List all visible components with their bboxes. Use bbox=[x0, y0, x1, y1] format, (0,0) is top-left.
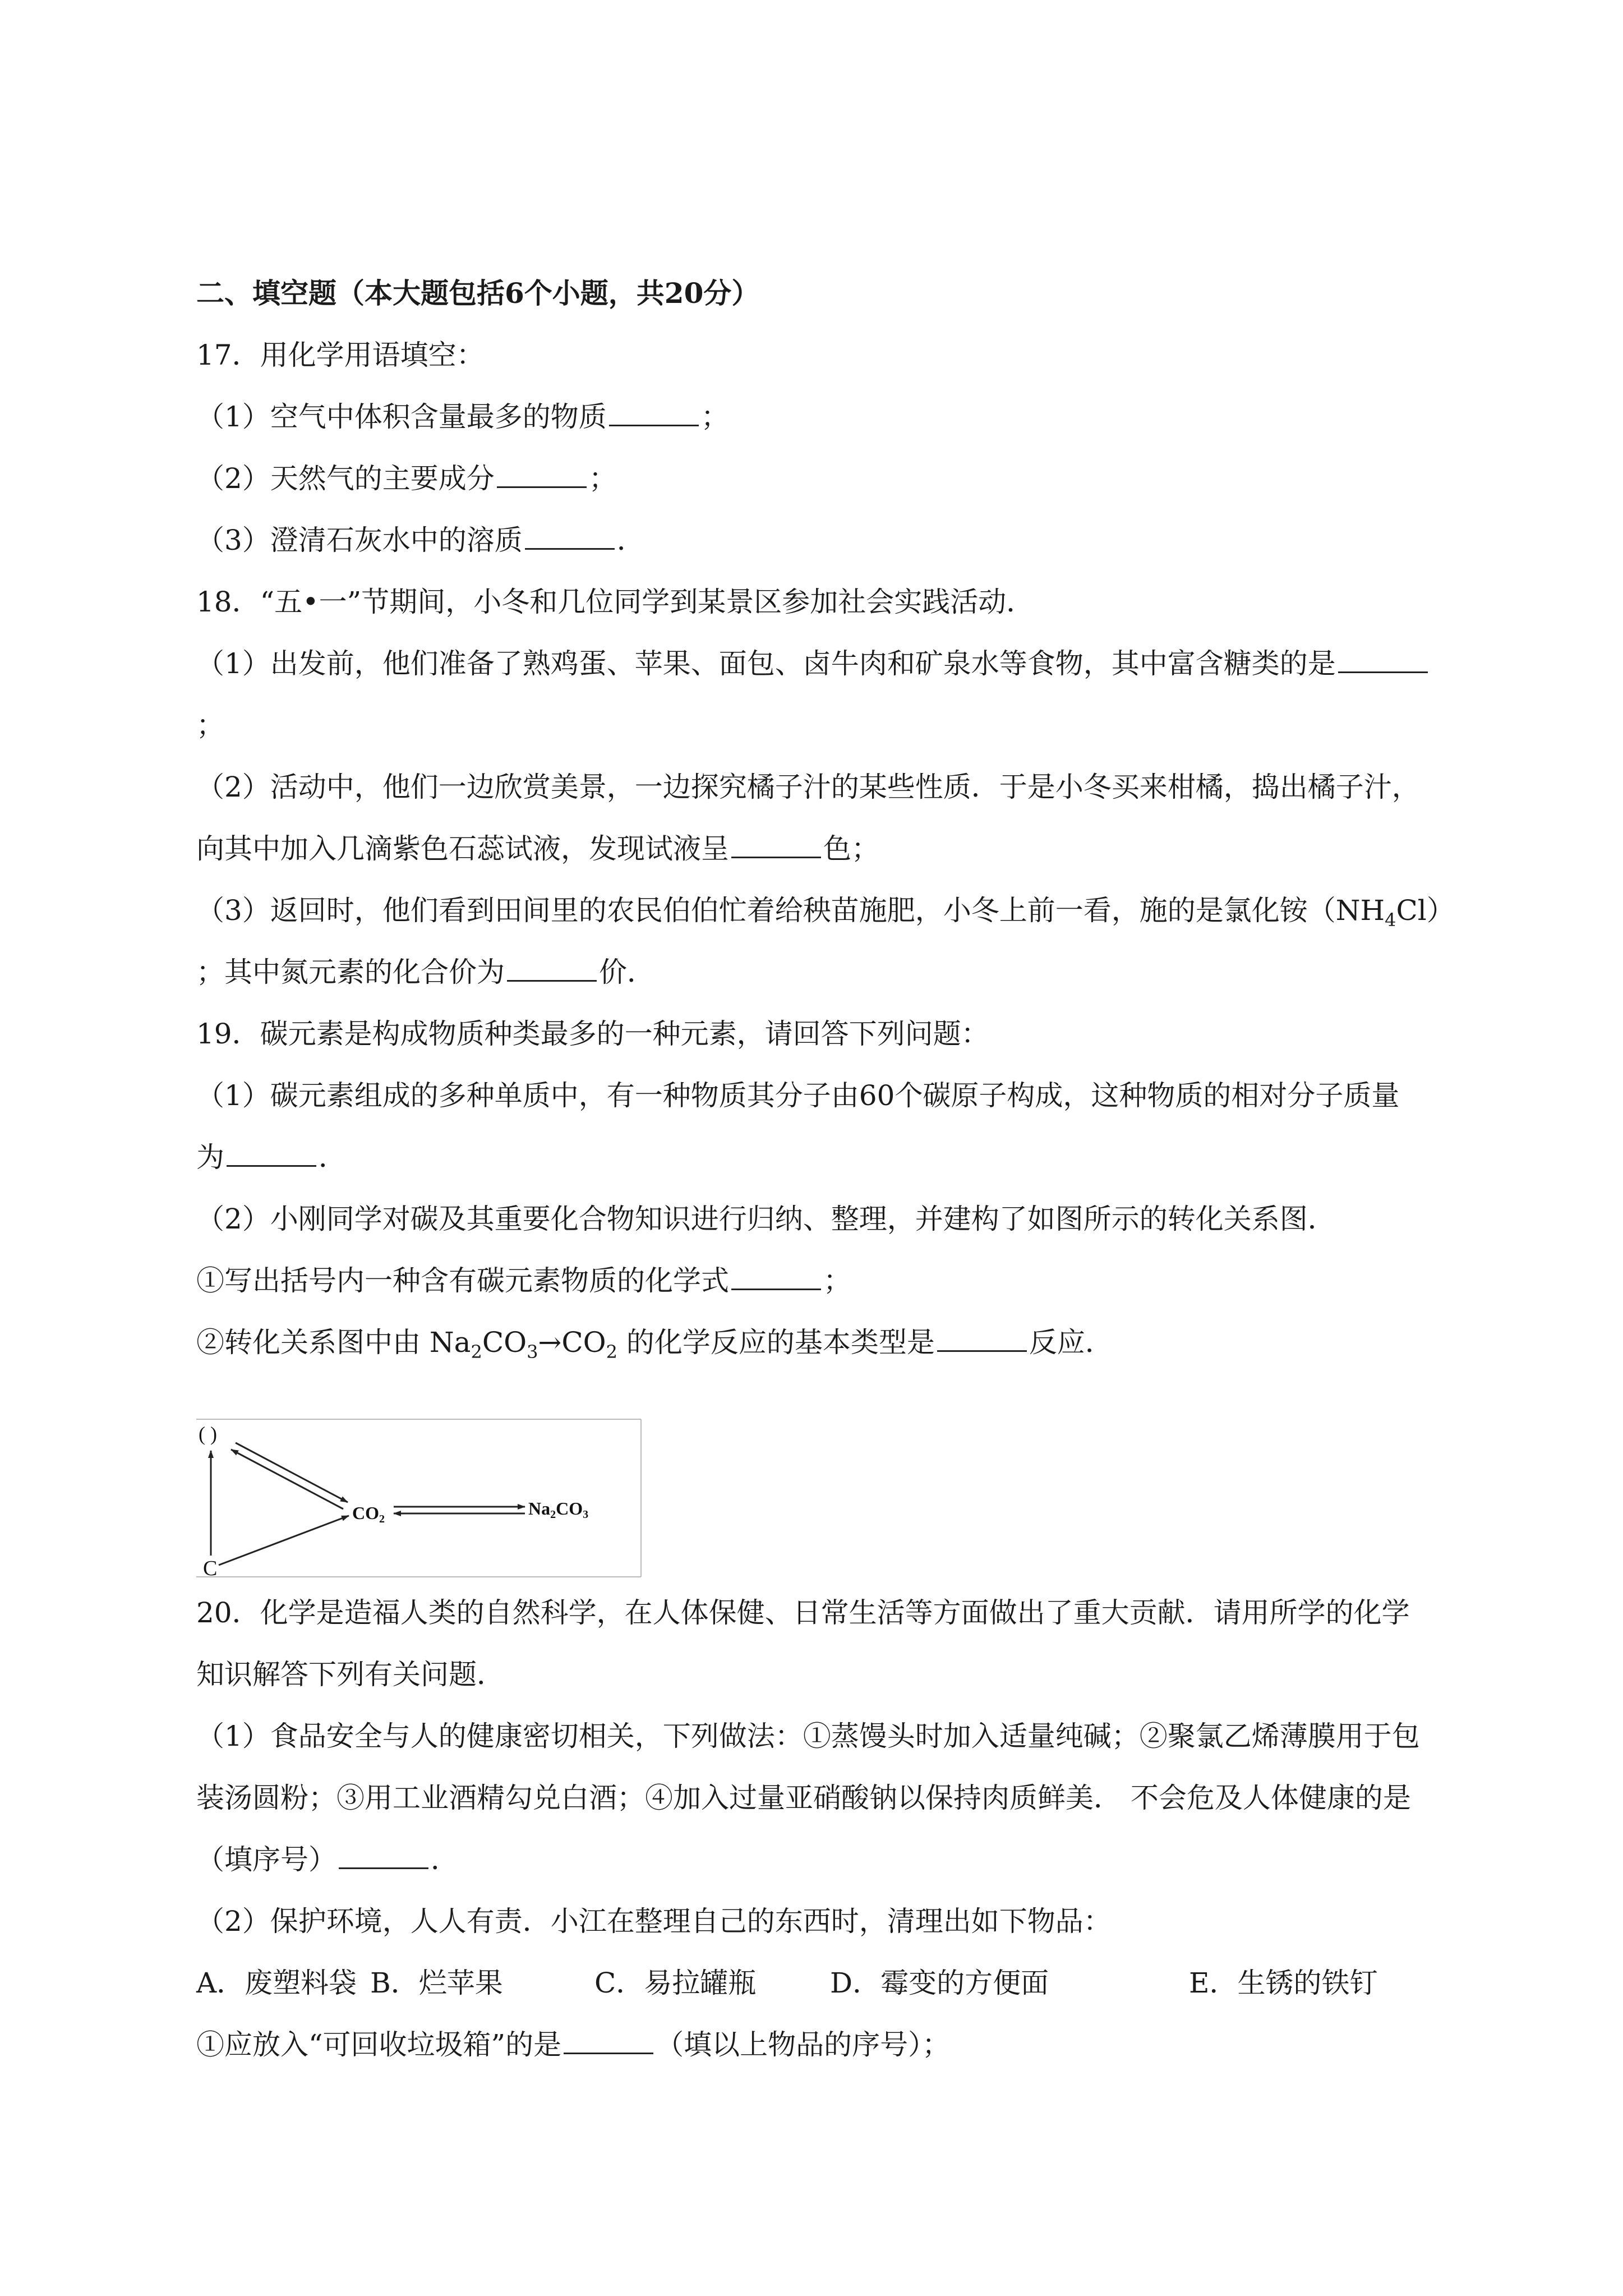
formula-part: CO bbox=[482, 1326, 527, 1359]
node-unknown: ( ) bbox=[199, 1423, 217, 1445]
q17-part1 bbox=[196, 397, 729, 436]
answer-blank[interactable] bbox=[609, 400, 699, 426]
q20-stem-line1: 20．化学是造福人类的自然科学，在人体保健、日常生活等方面做出了重大贡献．请用所学的化学 bbox=[196, 1596, 1410, 1629]
section-title: 二、填空题（本大题包括6个小题，共20分） bbox=[196, 277, 760, 310]
q19-part2-sub1-text: ①写出括号内一种含有碳元素物质的化学式 bbox=[196, 1264, 729, 1297]
q19-part2-sub1 bbox=[196, 1261, 851, 1300]
co2-formula: CO bbox=[352, 1503, 379, 1523]
q18-part3-text-end: Cl） bbox=[1396, 894, 1455, 927]
formula-part: ②转化关系图中由 Na bbox=[196, 1326, 471, 1359]
q20-part1-line3 bbox=[196, 1840, 459, 1879]
q19-part1b-text: 为 bbox=[196, 1141, 224, 1174]
answer-blank[interactable] bbox=[731, 832, 821, 858]
q18-part1-text: （1）出发前，他们准备了熟鸡蛋、苹果、面包、卤牛肉和矿泉水等食物，其中富含糖类的是 bbox=[196, 647, 1336, 680]
option-c: C．易拉罐瓶 bbox=[594, 1967, 757, 1999]
q20-part2-sub1-end: （填以上物品的序号）； bbox=[656, 2028, 951, 2061]
subscript: 2 bbox=[606, 1341, 617, 1363]
q20-part1-line2: 装汤圆粉；③用工业酒精勾兑白酒；④加入过量亚硝酸钠以保持肉质鲜美． 不会危及人体健康的是 bbox=[196, 1782, 1411, 1814]
q17-part2 bbox=[196, 459, 617, 498]
na2co3-na: Na bbox=[528, 1498, 551, 1519]
q18-part2-end: 色； bbox=[823, 832, 879, 865]
option-d: D．霉变的方便面 bbox=[830, 1967, 1049, 1999]
q19-part1-line2 bbox=[196, 1138, 347, 1177]
node-carbon: C bbox=[203, 1557, 218, 1578]
na2co3-sub2: 3 bbox=[583, 1508, 589, 1521]
q17-part2-end: ； bbox=[588, 462, 617, 495]
answer-blank[interactable] bbox=[564, 2028, 653, 2054]
q18-stem: 18．“五•一”节期间，小冬和几位同学到某景区参加社会实践活动． bbox=[196, 586, 1035, 618]
q18-part1-line2: ； bbox=[196, 709, 224, 742]
q19-part2-sub2-end: 反应． bbox=[1029, 1326, 1113, 1359]
q18-part3-line1 bbox=[196, 891, 1455, 940]
answer-blank[interactable] bbox=[507, 955, 597, 982]
co2-subscript: 2 bbox=[379, 1513, 385, 1525]
arrow-c-to-co2 bbox=[219, 1516, 349, 1565]
answer-blank[interactable] bbox=[937, 1326, 1027, 1352]
q20-options bbox=[196, 1963, 1378, 2003]
q18-part3b-text: ；其中氮元素的化合价为 bbox=[196, 956, 505, 988]
q20-part1-line1: （1）食品安全与人的健康密切相关，下列做法：①蒸馒头时加入适量纯碱；②聚氯乙烯薄膜用于包 bbox=[196, 1720, 1420, 1752]
q19-part1b-end: ． bbox=[319, 1141, 347, 1174]
na2co3-co: CO bbox=[556, 1498, 583, 1519]
node-na2co3 bbox=[528, 1498, 588, 1521]
answer-blank[interactable] bbox=[1338, 647, 1428, 673]
q17-part3-text: （3）澄清石灰水中的溶质 bbox=[196, 524, 523, 556]
q18-part2-text: 向其中加入几滴紫色石蕊试液，发现试液呈 bbox=[196, 832, 729, 865]
node-co2 bbox=[352, 1503, 385, 1525]
q17-part3-end: ． bbox=[616, 524, 645, 556]
conversion-diagram bbox=[196, 1418, 642, 1578]
option-a: A．废塑料袋 bbox=[196, 1967, 357, 1999]
q19-part2-sub2 bbox=[196, 1323, 1113, 1372]
answer-blank[interactable] bbox=[525, 523, 615, 550]
q17-part3 bbox=[196, 521, 645, 560]
q19-part2-sub1-end: ； bbox=[823, 1264, 851, 1297]
q17-part1-text: （1）空气中体积含量最多的物质 bbox=[196, 401, 607, 433]
q18-part3-line2 bbox=[196, 953, 655, 992]
subscript: 2 bbox=[471, 1341, 482, 1363]
q20-part2-sub1 bbox=[196, 2025, 950, 2064]
q19-part2: （2）小刚同学对碳及其重要化合物知识进行归纳、整理，并建构了如图所示的转化关系图． bbox=[196, 1203, 1336, 1235]
subscript: 4 bbox=[1385, 909, 1396, 931]
q18-part3b-end: 价． bbox=[599, 956, 655, 988]
subscript: 3 bbox=[527, 1341, 538, 1363]
option-e: E．生锈的铁钉 bbox=[1189, 1967, 1378, 1999]
q18-part2-line1: （2）活动中，他们一边欣赏美景，一边探究橘子汁的某些性质．于是小冬买来柑橘，捣出橘子汁， bbox=[196, 771, 1420, 803]
q17-part2-text: （2）天然气的主要成分 bbox=[196, 462, 495, 495]
formula-part: 的化学反应的基本类型是 bbox=[617, 1326, 935, 1359]
conversion-diagram-svg bbox=[196, 1418, 642, 1578]
q19-stem: 19．碳元素是构成物质种类最多的一种元素，请回答下列问题： bbox=[196, 1018, 989, 1050]
q18-part1-line1 bbox=[196, 644, 1430, 683]
q20-part2-sub1-text: ①应放入“可回收垃圾箱”的是 bbox=[196, 2028, 562, 2061]
q18-part3-text: （3）返回时，他们看到田间里的农民伯伯忙着给秧苗施肥，小冬上前一看，施的是氯化铵（NH bbox=[196, 894, 1385, 927]
q20-part2: （2）保护环境，人人有责．小江在整理自己的东西时，清理出如下物品： bbox=[196, 1905, 1112, 1938]
arrow-co2-to-unknown bbox=[231, 1450, 343, 1509]
q20-part1c-end: ． bbox=[431, 1843, 459, 1876]
option-b: B．烂苹果 bbox=[370, 1967, 503, 1999]
q17-stem: 17．用化学用语填空： bbox=[196, 339, 485, 371]
q18-part2-line2 bbox=[196, 829, 879, 868]
arrow-unknown-to-co2 bbox=[236, 1443, 348, 1502]
q20-stem-line2: 知识解答下列有关问题． bbox=[196, 1658, 505, 1691]
q17-part1-end: ； bbox=[700, 401, 729, 433]
answer-blank[interactable] bbox=[339, 1843, 428, 1869]
na2co3-sub1: 2 bbox=[550, 1508, 556, 1521]
answer-blank[interactable] bbox=[227, 1140, 316, 1167]
q19-part1-line1: （1）碳元素组成的多种单质中，有一种物质其分子由60个碳原子构成，这种物质的相对分子质量 bbox=[196, 1079, 1400, 1112]
formula-part: →CO bbox=[538, 1326, 606, 1359]
answer-blank[interactable] bbox=[731, 1264, 821, 1290]
q20-part1c-text: （填序号） bbox=[196, 1843, 336, 1876]
answer-blank[interactable] bbox=[497, 462, 587, 488]
